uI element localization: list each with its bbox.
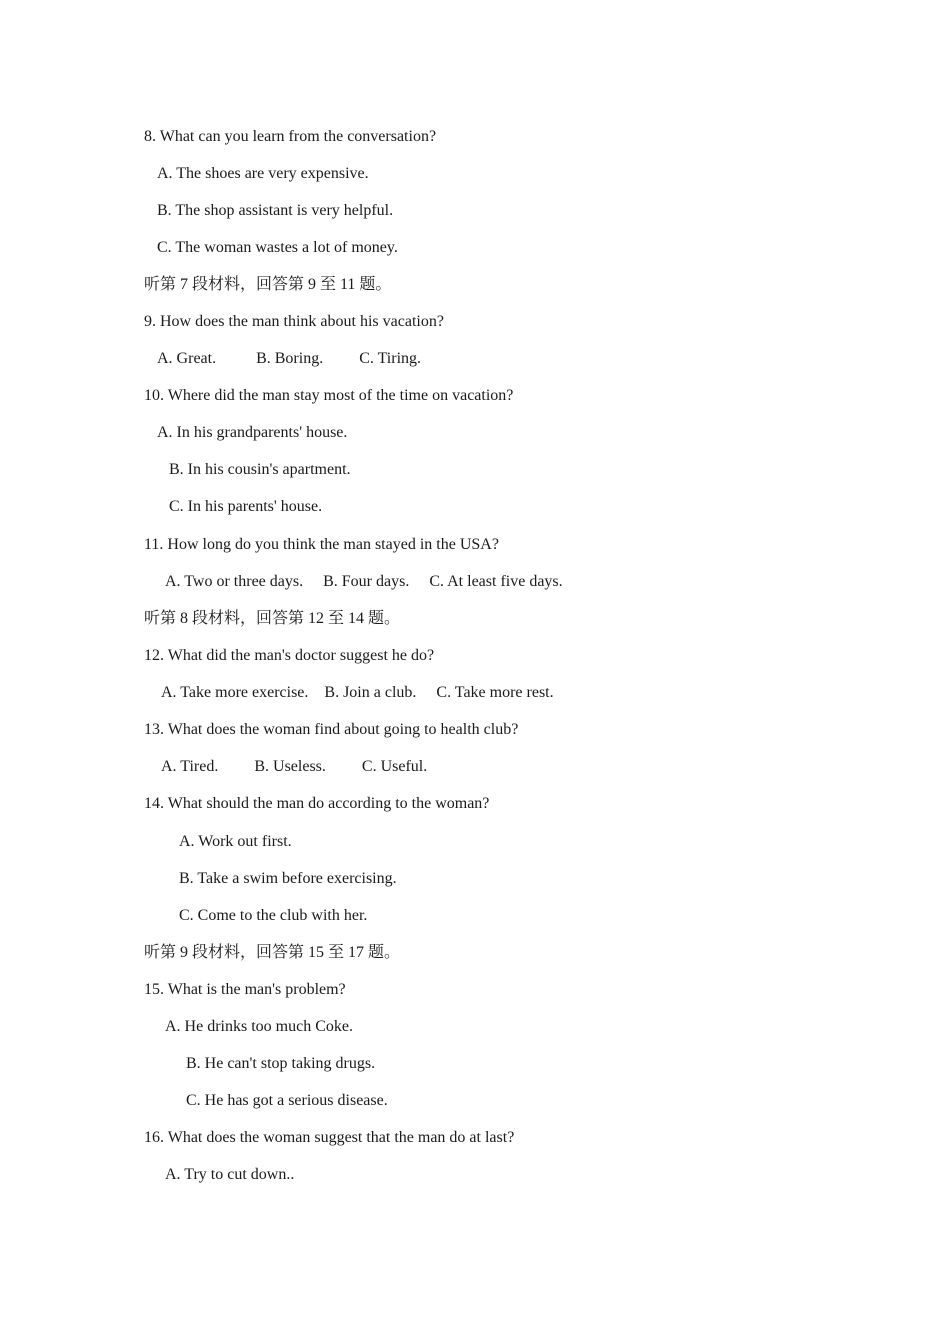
question-9: 9. How does the man think about his vacation? <box>144 313 444 330</box>
section-heading-7: 听第 7 段材料，回答第 9 至 11 题。 <box>144 276 392 293</box>
question-16: 16. What does the woman suggest that the man do at last? <box>144 1129 515 1146</box>
question-13: 13. What does the woman find about going to health club? <box>144 721 519 738</box>
option-14a: A. Work out first. <box>179 833 292 850</box>
option-14c: C. Come to the club with her. <box>179 907 368 924</box>
option-16a: A. Try to cut down.. <box>165 1166 295 1183</box>
section-heading-8: 听第 8 段材料，回答第 12 至 14 题。 <box>144 610 401 627</box>
option-14b: B. Take a swim before exercising. <box>179 870 397 887</box>
option-8c: C. The woman wastes a lot of money. <box>157 239 398 256</box>
option-15a: A. He drinks too much Coke. <box>165 1018 353 1035</box>
option-10a: A. In his grandparents' house. <box>157 424 348 441</box>
question-12: 12. What did the man's doctor suggest he do? <box>144 647 435 664</box>
question-15: 15. What is the man's problem? <box>144 981 346 998</box>
options-13: A. Tired. B. Useless. C. Useful. <box>161 758 428 775</box>
options-11: A. Two or three days. B. Four days. C. At least five days. <box>165 573 563 590</box>
option-8b: B. The shop assistant is very helpful. <box>157 202 394 219</box>
question-11: 11. How long do you think the man stayed in the USA? <box>144 536 499 553</box>
question-14: 14. What should the man do according to the woman? <box>144 795 490 812</box>
option-10c: C. In his parents' house. <box>169 498 323 515</box>
option-15b: B. He can't stop taking drugs. <box>186 1055 376 1072</box>
options-9: A. Great. B. Boring. C. Tiring. <box>157 350 422 367</box>
option-10b: B. In his cousin's apartment. <box>169 461 351 478</box>
question-10: 10. Where did the man stay most of the time on vacation? <box>144 387 514 404</box>
option-15c: C. He has got a serious disease. <box>186 1092 388 1109</box>
question-8: 8. What can you learn from the conversation? <box>144 128 437 145</box>
option-8a: A. The shoes are very expensive. <box>157 165 369 182</box>
options-12: A. Take more exercise. B. Join a club. C. Take more rest. <box>161 684 554 701</box>
section-heading-9: 听第 9 段材料，回答第 15 至 17 题。 <box>144 944 401 961</box>
